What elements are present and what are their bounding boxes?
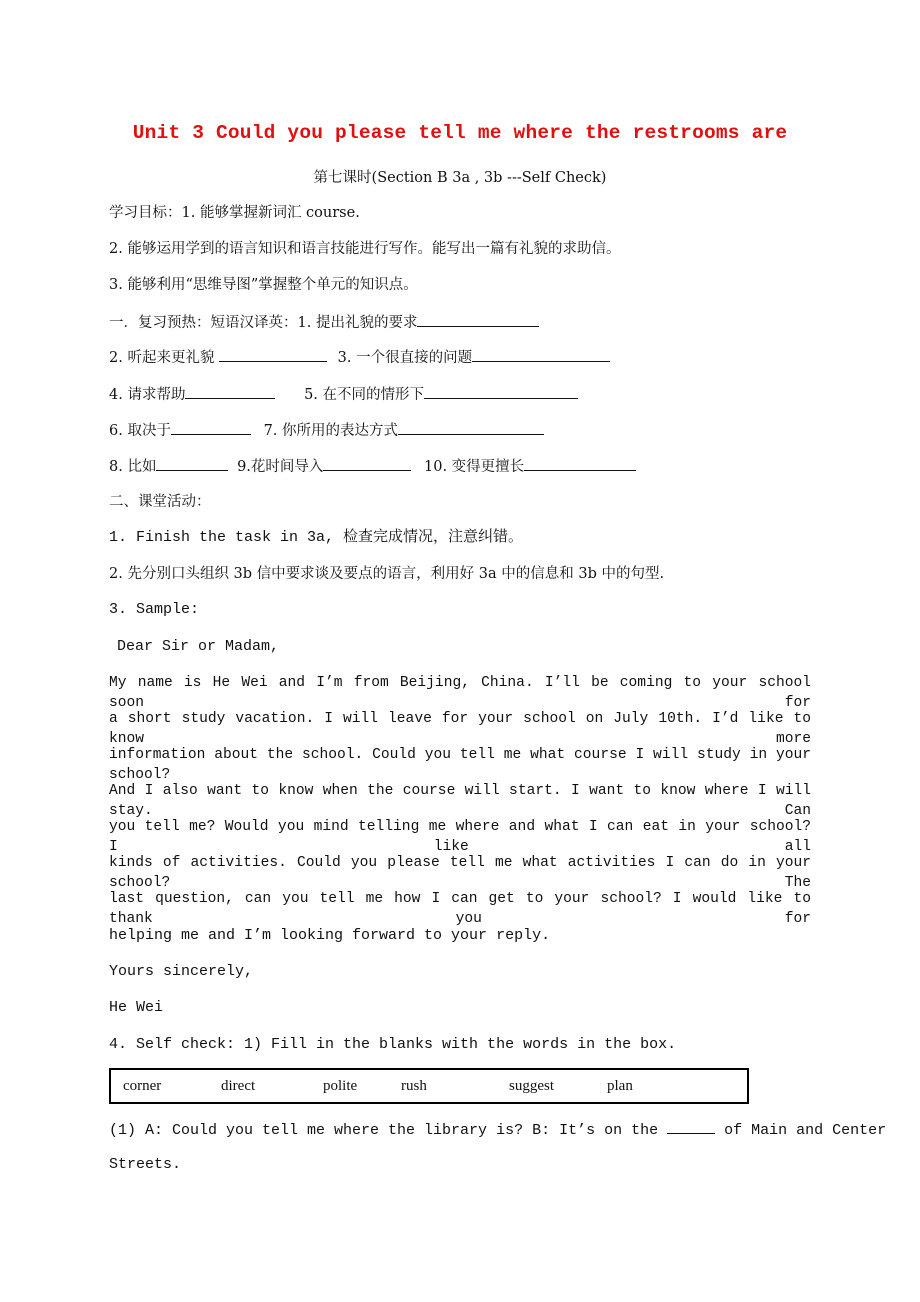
answer-blank[interactable] xyxy=(156,456,228,471)
word-box-item: polite xyxy=(323,1078,358,1094)
letter-line: kinds of activities. Could you please tell me what activities I can do in your school? The xyxy=(109,855,811,891)
answer-blank[interactable] xyxy=(424,384,578,399)
activity-step-1: 1. Finish the task in 3a, 检查完成情况，注意纠错。 xyxy=(109,529,524,546)
letter-line: last question, can you tell me how I can get to your school? I would like to thank you for xyxy=(109,891,811,927)
answer-blank[interactable] xyxy=(417,312,539,327)
review-item-7: 7. 你所用的表达方式 xyxy=(263,423,399,439)
word-box-item: plan xyxy=(607,1078,633,1094)
word-box-item: rush xyxy=(401,1078,427,1094)
word-box-item: suggest xyxy=(509,1078,554,1094)
review-heading: 一．复习预热：短语汉译英：1. 提出礼貌的要求 xyxy=(109,315,418,331)
letter-closing: Yours sincerely, xyxy=(109,963,254,980)
answer-blank[interactable] xyxy=(171,420,251,435)
review-row-1 xyxy=(109,312,539,333)
word-box xyxy=(109,1068,749,1104)
answer-blank[interactable] xyxy=(323,456,411,471)
objective-1: 学习目标：1. 能够掌握新词汇 course. xyxy=(109,205,360,221)
review-row-5 xyxy=(109,456,636,477)
review-item-5: 5. 在不同的情形下 xyxy=(304,387,425,403)
review-row-4 xyxy=(109,420,544,441)
letter-greeting: Dear Sir or Madam, xyxy=(117,638,280,655)
question-1-continued: Streets. xyxy=(109,1156,182,1173)
answer-blank[interactable] xyxy=(524,456,636,471)
review-row-3 xyxy=(109,384,578,405)
review-item-8: 8. 比如 xyxy=(109,459,157,475)
objective-2: 2. 能够运用学到的语言知识和语言技能进行写作。能写出一篇有礼貌的求助信。 xyxy=(109,241,621,257)
answer-blank[interactable] xyxy=(185,384,275,399)
review-item-4: 4. 请求帮助 xyxy=(109,387,186,403)
review-item-9: 9.花时间导入 xyxy=(237,459,324,475)
letter-line: a short study vacation. I will leave for your school on July 10th. I’d like to know more xyxy=(109,711,811,747)
lesson-subtitle: 第七课时(Section B 3a , 3b ---Self Check) xyxy=(313,170,607,186)
page-title: Unit 3 Could you please tell me where the restrooms are xyxy=(132,122,788,144)
answer-blank[interactable] xyxy=(398,420,544,435)
question-1 xyxy=(109,1119,886,1141)
activities-heading: 二、课堂活动： xyxy=(109,494,211,510)
review-row-2 xyxy=(109,347,610,368)
letter-line: And I also want to know when the course will start. I want to know where I will stay. Can xyxy=(109,783,811,819)
activity-step-2: 2. 先分别口头组织 3b 信中要求谈及要点的语言，利用好 3a 中的信息和 3b 中的句型. xyxy=(109,566,665,582)
word-box-item: corner xyxy=(123,1078,162,1094)
answer-blank[interactable] xyxy=(667,1119,715,1134)
letter-signature: He Wei xyxy=(109,999,164,1016)
letter-line: information about the school. Could you tell me what course I will study in your school? xyxy=(109,747,811,783)
word-box-item: direct xyxy=(221,1078,256,1094)
question-1-part-b: of Main and Center xyxy=(724,1122,887,1139)
activity-step-3: 3. Sample: xyxy=(109,601,200,618)
letter-line: you tell me? Would you mind telling me where and what I can eat in your school? I like all xyxy=(109,819,811,855)
review-item-2: 2. 听起来更礼貌 xyxy=(109,350,215,366)
answer-blank[interactable] xyxy=(472,347,610,362)
review-item-10: 10. 变得更擅长 xyxy=(424,459,525,475)
objective-3: 3. 能够利用“思维导图”掌握整个单元的知识点。 xyxy=(109,277,418,293)
review-item-3: 3. 一个很直接的问题 xyxy=(337,350,473,366)
self-check-instruction: 4. Self check: 1) Fill in the blanks with the words in the box. xyxy=(109,1036,677,1053)
answer-blank[interactable] xyxy=(219,347,327,362)
question-1-part-a: (1) A: Could you tell me where the library is? B: It’s on the xyxy=(109,1122,659,1139)
review-item-6: 6. 取决于 xyxy=(109,423,171,439)
letter-line: My name is He Wei and I’m from Beijing, China. I’ll be coming to your school soon for xyxy=(109,675,811,711)
letter-last-line: helping me and I’m looking forward to your reply. xyxy=(109,927,551,944)
